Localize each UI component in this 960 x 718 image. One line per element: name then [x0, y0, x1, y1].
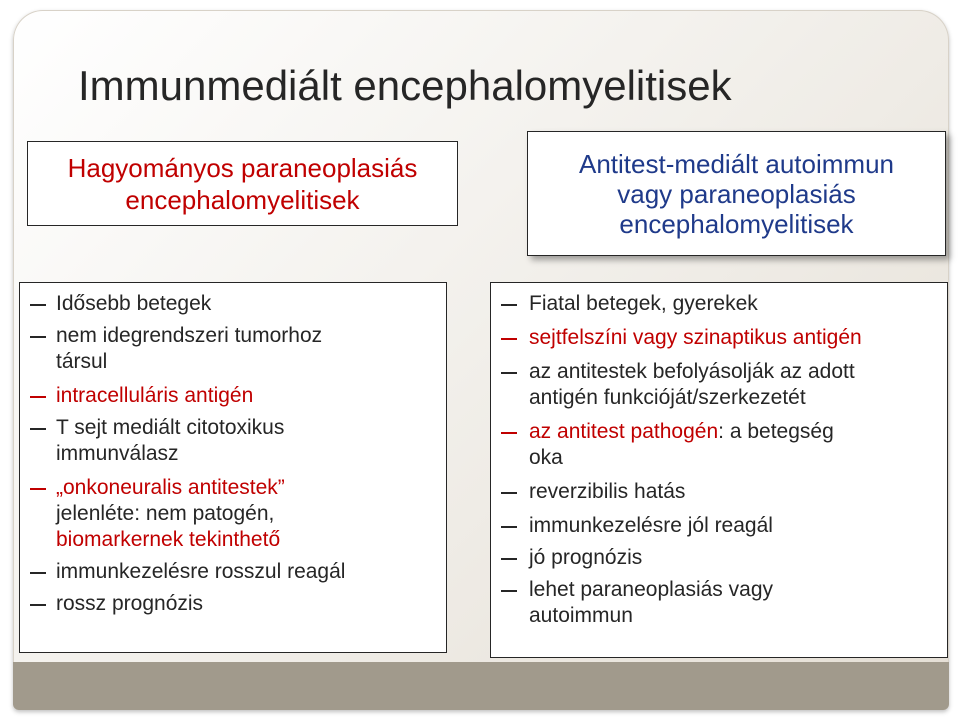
slide-footer-bar: [13, 662, 949, 710]
list-item: Fiatal betegek, gyerekek: [529, 292, 758, 315]
left-header-line: Hagyományos paraneoplasiás: [67, 152, 418, 183]
right-header-line: vagy paraneoplasiás: [617, 178, 856, 209]
list-item: „onkoneuralis antitestek” jelenléte: nem patogén, biomarkernek tekinthető: [56, 476, 285, 551]
list-item: Idősebb betegek: [56, 292, 212, 315]
list-item: nem idegrendszeri tumorhoz társul: [56, 324, 323, 373]
list-item: jó prognózis: [529, 546, 643, 569]
list-item: lehet paraneoplasiás vagy autoimmun: [529, 578, 774, 627]
list-item: az antitest pathogén: a betegség oka: [529, 420, 834, 469]
slide-title: Immunmediált encephalomyelitisek: [78, 62, 732, 109]
list-item: rossz prognózis: [56, 592, 204, 615]
list-item: immunkezelésre rosszul reagál: [56, 560, 346, 583]
list-item: intracelluláris antigén: [56, 384, 254, 407]
right-column-header: [527, 131, 946, 256]
right-header-line: Antitest-mediált autoimmun: [578, 148, 895, 179]
list-item: reverzibilis hatás: [529, 480, 686, 503]
list-item: az antitestek befolyásolják az adott antigén funkcióját/szerkezetét: [529, 360, 855, 409]
left-column-list: [19, 282, 447, 653]
left-header-line: encephalomyelitisek: [125, 184, 360, 215]
left-column-header: [27, 141, 458, 226]
list-item: immunkezelésre jól reagál: [529, 514, 773, 537]
right-header-line: encephalomyelitisek: [619, 208, 854, 239]
right-column-list: [490, 282, 948, 658]
list-item: T sejt mediált citotoxikus immunválasz: [56, 416, 285, 465]
list-item: sejtfelszíni vagy szinaptikus antigén: [529, 326, 862, 349]
